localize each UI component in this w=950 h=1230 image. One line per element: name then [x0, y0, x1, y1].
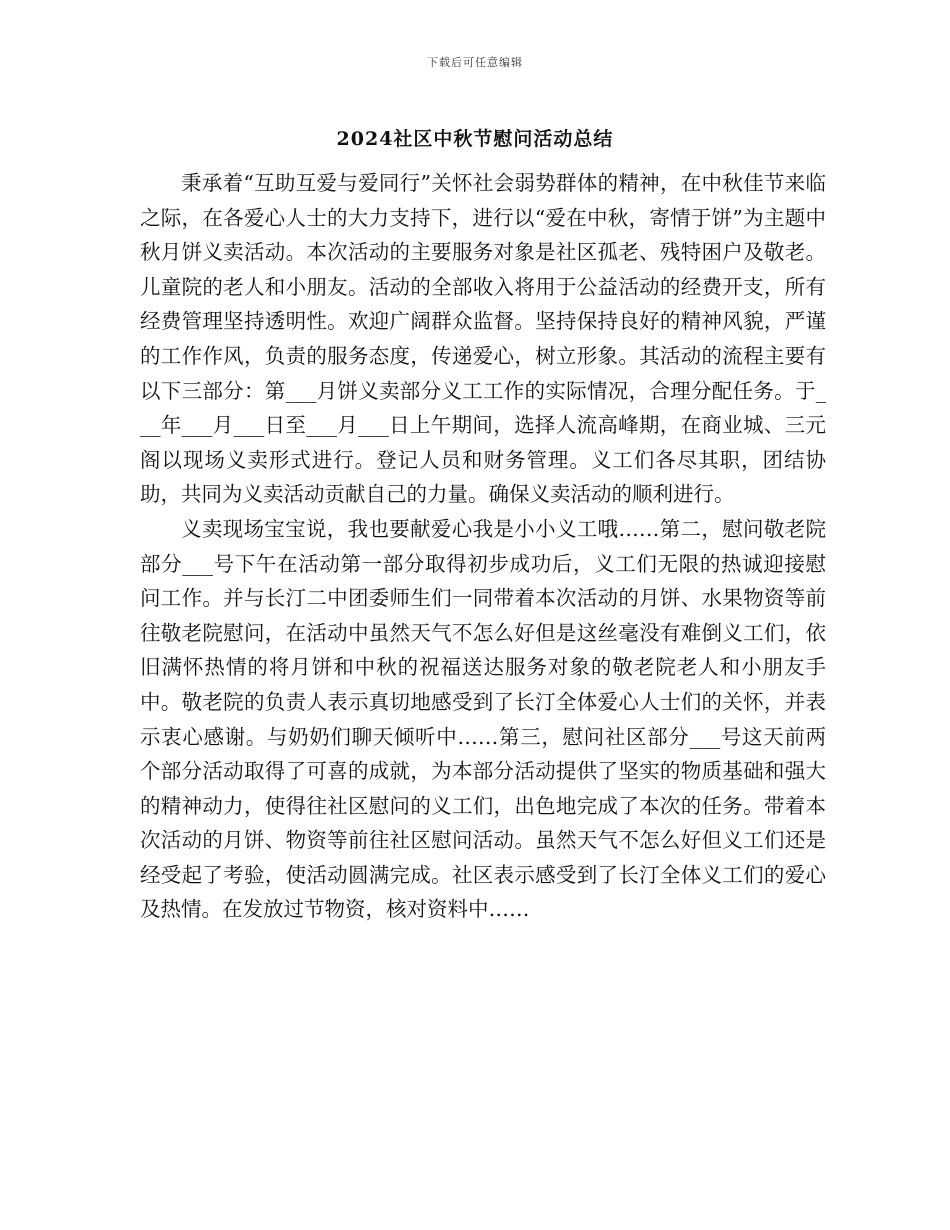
header-note: 下载后可任意编辑: [427, 56, 523, 69]
paragraph-1: 秉承着“互助互爱与爱同行”关怀社会弱势群体的精神，在中秋佳节来临之际，在各爱心人士的大力支持下，进行以“爱在中秋，寄情于饼”为主题中秋月饼义卖活动。本次活动的主要服务对象是社区孤老、残特困户及敬老。儿童院的老人和小朋友。活动的全部收入将用于公益活动的经费开支，所有经费管理坚持透明性。欢迎广阔群众监督。坚持保持良好的精神风貌，严谨的工作作风，负责的服务态度，传递爱心，树立形象。其活动的流程主要有以下三部分：第___月饼义卖部分义工工作的实际情况，合理分配任务。于___年___月___日至___月___日上午期间，选择人流高峰期，在商业城、三元阁以现场义卖形式进行。登记人员和财务管理。义工们各尽其职，团结协助，共同为义卖活动贡献自己的力量。确保义卖活动的顺利进行。: [140, 171, 826, 507]
document-body: [140, 166, 826, 927]
document-title: 2024社区中秋节慰问活动总结: [336, 128, 614, 150]
paragraph-2: 义卖现场宝宝说，我也要献爱心我是小小义工哦……第二，慰问敬老院部分___号下午在活动第一部分取得初步成功后，义工们无限的热诚迎接慰问工作。并与长汀二中团委师生们一同带着本次活动的月饼、水果物资等前往敬老院慰问，在活动中虽然天气不怎么好但是这丝毫没有难倒义工们，依旧满怀热情的将月饼和中秋的祝福送达服务对象的敬老院老人和小朋友手中。敬老院的负责人表示真切地感受到了长汀全体爱心人士们的关怀，并表示衷心感谢。与奶奶们聊天倾听中……第三，慰问社区部分___号这天前两个部分活动取得了可喜的成就，为本部分活动提供了坚实的物质基础和强大的精神动力，使得往社区慰问的义工们，出色地完成了本次的任务。带着本次活动的月饼、物资等前往社区慰问活动。虽然天气不怎么好但义工们还是经受起了考验，使活动圆满完成。社区表示感受到了长汀全体义工们的爱心及热情。在发放过节物资，核对资料中……: [140, 516, 826, 922]
